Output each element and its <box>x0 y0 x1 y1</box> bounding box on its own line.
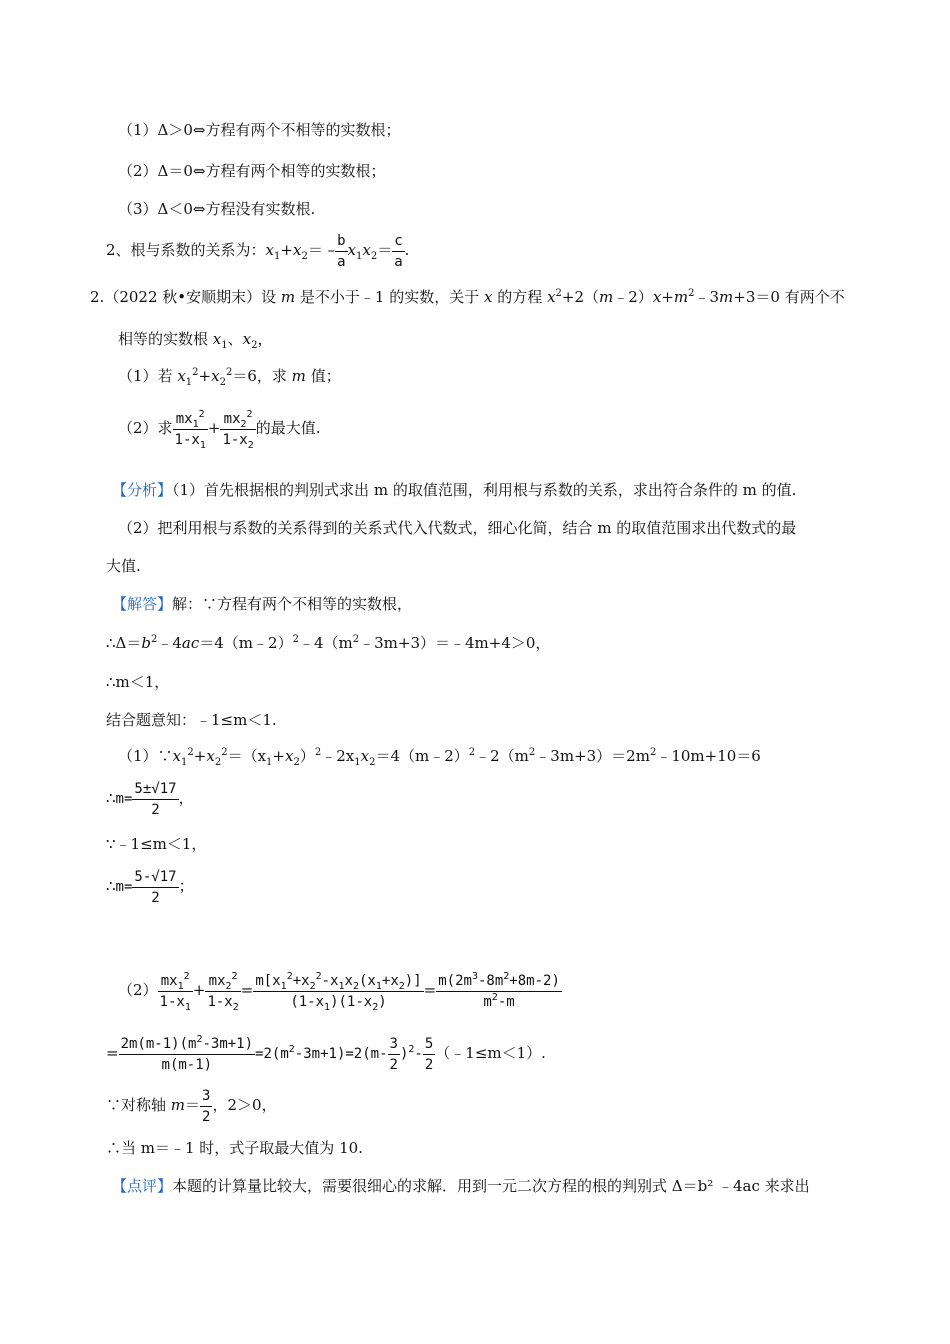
solution-m-less-than-1: ∴m＜1， <box>106 673 170 691</box>
analysis-tag: 【分析】 <box>112 481 173 499</box>
comment-line: 【点评】本题的计算量比较大，需要很细心的求解．用到一元二次方程的根的判别式 Δ＝b² ﹣4ac 来求出 <box>112 1177 810 1195</box>
fraction-mx2-sq: $\frac{mx_2^2}{1-x_2}$ <box>222 408 254 451</box>
fraction-c-over-a: $\frac{c}{a}$ <box>394 232 403 270</box>
fraction-5-pm-sqrt17: $\frac{5\pm√17}{2}$ <box>134 780 177 818</box>
solution-intro: 【解答】解：∵方程有两个不相等的实数根， <box>112 595 413 613</box>
analysis-line-3: 大值. <box>106 557 141 575</box>
problem-statement-line-2: 相等的实数根 $x_1$、$x_2$， <box>118 330 273 351</box>
fraction-five-halves: $\frac{5}{2}$ <box>424 1035 434 1073</box>
fraction-axis-three-halves: $\frac{3}{2}$ <box>202 1087 211 1125</box>
solution-max-value: ∴当 m＝﹣1 时，式子取最大值为 10. <box>106 1139 363 1157</box>
solution-combined-range: 结合题意知：﹣1≤m＜1. <box>106 711 277 729</box>
fraction-term-2: $\frac{mx_2^2}{1-x_2}$ <box>207 970 239 1013</box>
fraction-term-1: $\frac{mx_1^2}{1-x_1}$ <box>159 970 191 1013</box>
recap-case-1: （1）Δ＞0⇔方程有两个不相等的实数根； <box>118 121 401 139</box>
analysis-line-2: （2）把利用根与系数的关系得到的关系式代入代数式，细心化简，结合 m 的取值范围求出代数式的最 <box>118 519 797 537</box>
problem-statement-line-1: 2.（2022 秋•安顺期末）设 m 是不小于﹣1 的实数，关于 x 的方程 $x^2+2(m﹣2)x+m^2﹣3m+3=0$ 有两个不 <box>90 288 845 306</box>
solution-since-range: ∵﹣1≤m＜1， <box>106 835 207 853</box>
problem-part-1: （1）若 $x_1^2+x_2^2=6$，求 m 值； <box>118 367 341 388</box>
solution-discriminant: $\therefore\Delta=b^2﹣4ac=4(m﹣2)^2﹣4(m^2﹣3m+3)=﹣4m+4>0$， <box>106 634 551 652</box>
fraction-b-over-a: $\frac{b}{a}$ <box>337 232 346 270</box>
solution-part-1-equation: $(1)\because x_1^2+x_2^2=(x_1+x_2)^2﹣2x_1x_2=4(m﹣2)^2﹣2(m^2﹣3m+3)=2m^2﹣10m+10=6$ <box>118 747 761 768</box>
recap-case-3: （3）Δ＜0⇔方程没有实数根. <box>118 200 316 218</box>
fraction-factored: $\frac{2m(m-1)(m^2-3m+1)}{m(m-1)}$ <box>120 1033 254 1073</box>
vieta-prefix: 2、根与系数的关系为： <box>106 241 266 259</box>
problem-part-2: （2）求 $\frac{mx_1^2}{1-x_1}$ + $\frac{mx_2^2}{1-x_2}$ 的最大值. <box>118 408 321 451</box>
fraction-5-minus-sqrt17: $\frac{5-√17}{2}$ <box>134 868 177 906</box>
recap-vieta: 2、根与系数的关系为：$x_1+x_2=$ – $\frac{b}{a}$ $x_1x_2=$ $\frac{c}{a}$ . <box>106 232 410 270</box>
solution-part-2-expression: （2） $\frac{mx_1^2}{1-x_1}$ + $\frac{mx_2^2}{1-x_2}$ = $\frac{m[x_1^2+x_2^2-x_1x_2(x_1+x_2)]}{(1-x_1)(1-x_2)}$ = $\frac{m(2m^3-8m^2+8m-2)}{m^2-m}$ <box>118 970 560 1013</box>
comment-tag: 【点评】 <box>112 1177 173 1195</box>
solution-m-plus-minus: ∴m= $\frac{5\pm√17}{2}$ ， <box>106 780 194 818</box>
fraction-combined: $\frac{m[x_1^2+x_2^2-x_1x_2(x_1+x_2)]}{(1-x_1)(1-x_2)}$ <box>255 970 422 1013</box>
fraction-mx1-sq: $\frac{mx_1^2}{1-x_1}$ <box>174 408 206 451</box>
solution-part-2-simplified: = $\frac{2m(m-1)(m^2-3m+1)}{m(m-1)}$ $=2(m^2-3m+1)=2(m-$ $\frac{3}{2}$ )$^2$- $\frac{5}{2}$ （﹣1≤m＜1）. <box>106 1033 546 1073</box>
problem-source: （2022 秋•安顺期末） <box>104 288 262 306</box>
solution-tag: 【解答】 <box>112 595 173 613</box>
analysis-line-1: 【分析】（1）首先根据根的判别式求出 m 的取值范围，利用根与系数的关系，求出符合条件的 m 的值. <box>112 481 797 499</box>
solution-m-final: ∴m= $\frac{5-√17}{2}$ ； <box>106 868 194 906</box>
recap-case-2: （2）Δ＝0⇔方程有两个相等的实数根； <box>118 162 386 180</box>
fraction-expanded: $\frac{m(2m^3-8m^2+8m-2)}{m^2-m}$ <box>438 970 560 1010</box>
fraction-three-halves: $\frac{3}{2}$ <box>389 1035 398 1073</box>
solution-axis-of-symmetry: ∵对称轴 m＝ $\frac{3}{2}$ ，2＞0， <box>106 1087 277 1125</box>
